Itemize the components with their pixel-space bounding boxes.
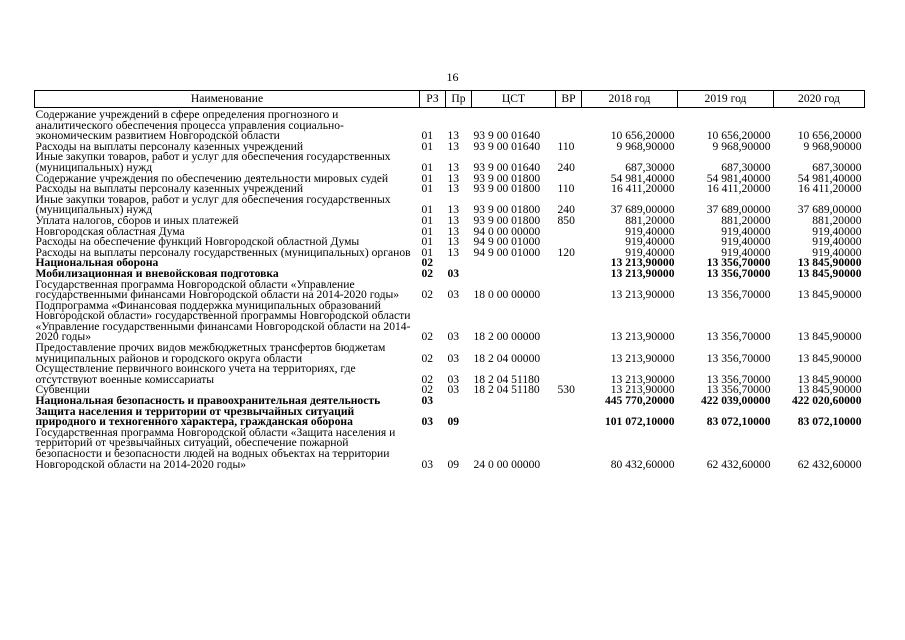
table-row xyxy=(35,428,865,470)
row-cst: 18 2 04 51180 xyxy=(473,372,540,386)
page-number: 16 xyxy=(446,70,459,84)
row-name: Национальная оборона xyxy=(35,258,159,269)
row-pr: 13 xyxy=(447,203,460,216)
row-cst: 93 9 00 01640 xyxy=(473,129,541,142)
table-row xyxy=(35,237,865,248)
row-name: Защита населения и территории от чрезвычайных ситуаций природного и техногенного характера, гражданская оборона xyxy=(35,406,355,428)
row-vr: 110 xyxy=(557,184,575,195)
row-pr: 13 xyxy=(447,226,460,238)
row-cst: 94 9 00 01000 xyxy=(473,237,541,248)
row-rz: 02 xyxy=(421,288,434,301)
table-row xyxy=(35,174,865,185)
row-vr xyxy=(556,343,582,364)
row-vr xyxy=(556,174,582,185)
row-value-2020: 13 845,90000 xyxy=(797,268,862,280)
row-vr xyxy=(556,280,582,301)
row-value-2019: 9 968,90000 xyxy=(712,141,771,153)
row-vr: 110 xyxy=(557,141,575,153)
row-value-2020: 881,20000 xyxy=(812,215,862,227)
row-value-2020: 83 072,10000 xyxy=(797,415,862,428)
row-value-2018: 80 432,60000 xyxy=(610,457,675,471)
table-header-row xyxy=(35,91,865,108)
row-name: Содержание учреждений в сфере определения прогнозного и аналитического обеспечения процесса управления социально-экономическим развитием Новгородской области xyxy=(35,108,344,142)
row-cst: 93 9 00 01800 xyxy=(473,184,541,195)
row-rz: 01 xyxy=(421,184,434,195)
row-value-2019: 13 356,70000 xyxy=(706,351,771,365)
row-rz: 01 xyxy=(421,160,434,174)
row-name: Иные закупки товаров, работ и услуг для обеспечения государственных (муниципальных) нужд xyxy=(35,152,391,174)
header-2019: 2019 год xyxy=(678,91,774,108)
row-vr: 850 xyxy=(557,215,575,227)
row-value-2019: 13 356,70000 xyxy=(706,268,771,280)
row-vr: 240 xyxy=(557,203,575,216)
table-row xyxy=(35,142,865,153)
table-row xyxy=(35,280,865,301)
row-value-2018: 13 213,90000 xyxy=(610,330,675,344)
row-name: Государственная программа Новгородской области «Защита населения и территорий от чрезвычайных ситуаций, обеспечение пожарной безопасности и безопасности людей на водных объектах на территории Новгородской области на 2014-2020 годы» xyxy=(35,427,396,471)
header-pr: Пр xyxy=(446,91,472,108)
row-value-2020: 13 845,90000 xyxy=(797,258,862,269)
row-value-2018: 13 213,90000 xyxy=(610,288,675,301)
row-value-2020: 13 845,90000 xyxy=(797,351,862,365)
row-rz: 01 xyxy=(421,203,434,216)
row-vr xyxy=(556,269,582,280)
row-name: Субвенции xyxy=(35,385,90,397)
row-value-2019: 16 411,20000 xyxy=(707,184,771,195)
row-name: Расходы на выплаты персоналу государственных (муниципальных) органов xyxy=(35,247,411,259)
row-rz: 01 xyxy=(421,226,434,238)
row-value-2019: 687,30000 xyxy=(721,160,771,174)
row-name: Иные закупки товаров, работ и услуг для обеспечения государственных (муниципальных) нужд xyxy=(35,194,391,216)
row-pr: 03 xyxy=(447,288,460,301)
row-name: Уплата налогов, сборов и иных платежей xyxy=(35,215,239,227)
row-name: Расходы на обеспечение функций Новгородской областной Думы xyxy=(35,237,360,248)
header-cst: ЦСТ xyxy=(472,91,556,108)
header-2018: 2018 год xyxy=(582,91,678,108)
row-value-2020: 919,40000 xyxy=(812,237,862,248)
table-row xyxy=(35,184,865,195)
row-value-2018: 13 213,90000 xyxy=(610,258,675,269)
table-row xyxy=(35,385,865,396)
row-value-2019: 919,40000 xyxy=(721,247,771,259)
row-cst xyxy=(472,269,556,280)
row-rz: 01 xyxy=(421,141,434,153)
row-rz: 01 xyxy=(421,173,434,185)
row-pr xyxy=(446,258,472,269)
row-value-2018: 37 689,00000 xyxy=(610,203,675,216)
row-value-2018: 10 656,20000 xyxy=(610,129,675,142)
row-pr: 13 xyxy=(447,237,460,248)
table-row xyxy=(35,152,865,173)
row-pr: 13 xyxy=(447,141,460,153)
row-value-2020: 13 845,90000 xyxy=(797,288,862,301)
row-rz: 02 xyxy=(421,330,434,344)
row-value-2020: 422 020,60000 xyxy=(791,396,862,407)
row-rz: 01 xyxy=(421,215,434,227)
row-value-2020: 62 432,60000 xyxy=(797,457,862,471)
row-value-2018: 13 213,90000 xyxy=(610,385,675,397)
table-row xyxy=(35,248,865,259)
row-value-2019: 881,20000 xyxy=(721,215,771,227)
row-value-2018: 919,40000 xyxy=(625,226,675,238)
row-value-2020: 37 689,00000 xyxy=(797,203,862,216)
row-rz: 02 xyxy=(421,258,434,269)
header-2020: 2020 год xyxy=(774,91,865,108)
row-value-2018: 445 770,20000 xyxy=(604,396,675,407)
row-value-2020: 9 968,90000 xyxy=(803,141,862,153)
row-value-2020: 13 845,90000 xyxy=(797,372,862,386)
row-value-2018: 687,30000 xyxy=(625,160,675,174)
row-pr: 13 xyxy=(447,184,460,195)
row-rz: 02 xyxy=(421,268,434,280)
row-value-2020: 16 411,20000 xyxy=(798,184,862,195)
row-value-2019: 54 981,40000 xyxy=(706,173,771,185)
row-value-2019: 919,40000 xyxy=(721,226,771,238)
row-vr xyxy=(556,227,582,238)
row-cst: 94 0 00 00000 xyxy=(473,226,541,238)
table-row xyxy=(35,343,865,364)
table-row xyxy=(35,227,865,238)
row-name: Новгородская областная Дума xyxy=(35,226,185,238)
header-rz: РЗ xyxy=(420,91,446,108)
table-row xyxy=(35,258,865,269)
row-value-2020: 919,40000 xyxy=(812,226,862,238)
row-value-2019: 13 356,70000 xyxy=(706,288,771,301)
row-rz: 03 xyxy=(421,457,434,471)
row-pr: 13 xyxy=(447,160,460,174)
row-vr xyxy=(556,258,582,269)
table-row xyxy=(35,216,865,227)
row-rz: 03 xyxy=(421,396,434,407)
row-pr: 03 xyxy=(447,268,460,280)
row-value-2019: 37 689,00000 xyxy=(706,203,771,216)
row-value-2018: 9 968,90000 xyxy=(616,141,675,153)
row-cst: 24 0 00 00000 xyxy=(473,457,541,471)
row-value-2018: 13 213,90000 xyxy=(610,268,675,280)
row-value-2018: 13 213,90000 xyxy=(610,372,675,386)
row-value-2018: 16 411,20000 xyxy=(611,184,675,195)
row-value-2020: 13 845,90000 xyxy=(797,385,862,397)
row-pr: 03 xyxy=(447,351,460,365)
row-cst: 93 9 00 01800 xyxy=(473,173,541,185)
row-value-2019: 13 356,70000 xyxy=(706,330,771,344)
row-cst: 93 9 00 01800 xyxy=(473,203,541,216)
row-name: Мобилизационная и вневойсковая подготовка xyxy=(35,268,279,280)
row-name: Осуществление первичного воинского учета на территориях, где отсутствуют военные комиссариаты xyxy=(35,364,356,386)
row-pr: 13 xyxy=(447,215,460,227)
row-rz: 03 xyxy=(421,415,434,428)
budget-table xyxy=(34,90,865,470)
row-cst: 18 2 04 00000 xyxy=(473,351,541,365)
row-rz: 01 xyxy=(421,247,434,259)
row-value-2019: 13 356,70000 xyxy=(706,385,771,397)
row-vr xyxy=(556,108,582,142)
row-cst: 18 0 00 00000 xyxy=(473,288,541,301)
row-vr xyxy=(556,301,582,343)
row-value-2020: 10 656,20000 xyxy=(797,129,862,142)
row-value-2018: 881,20000 xyxy=(625,215,675,227)
row-vr xyxy=(556,396,582,407)
row-name: Подпрограмма «Финансовая поддержка муниципальных образований Новгородской области» государственной программы Новгородской области «Управление государственными финансами Новгородской области на 2014-2020 годы» xyxy=(35,300,411,344)
row-value-2018: 919,40000 xyxy=(625,247,675,259)
header-name: Наименование xyxy=(35,91,420,108)
row-vr xyxy=(556,407,582,428)
table-row xyxy=(35,108,865,142)
row-pr: 03 xyxy=(447,330,460,344)
row-value-2018: 13 213,90000 xyxy=(610,351,675,365)
row-pr: 09 xyxy=(447,457,460,471)
row-cst: 93 9 00 01640 xyxy=(473,141,541,153)
row-value-2018: 54 981,40000 xyxy=(610,173,675,185)
row-value-2019: 422 039,00000 xyxy=(700,396,771,407)
row-cst: 93 9 00 01640 xyxy=(473,160,541,174)
table-row xyxy=(35,195,865,216)
row-value-2020: 13 845,90000 xyxy=(797,330,862,344)
row-value-2019: 919,40000 xyxy=(721,237,771,248)
row-name: Национальная безопасность и правоохранительная деятельность xyxy=(35,396,381,407)
row-pr: 13 xyxy=(447,173,460,185)
row-name: Предоставление прочих видов межбюджетных трансфертов бюджетам муниципальных районов и городского округа области xyxy=(35,343,386,365)
row-vr: 530 xyxy=(557,385,575,397)
table-row xyxy=(35,269,865,280)
table-row xyxy=(35,301,865,343)
row-value-2019: 13 356,70000 xyxy=(706,258,771,269)
row-cst: 94 9 00 01000 xyxy=(473,247,541,259)
row-rz: 02 xyxy=(421,372,434,386)
row-name: Содержание учреждения по обеспечению деятельности мировых судей xyxy=(35,173,389,185)
row-name: Расходы на выплаты персоналу казенных учреждений xyxy=(35,184,304,195)
row-name: Расходы на выплаты персоналу казенных учреждений xyxy=(35,141,304,153)
row-value-2018: 101 072,10000 xyxy=(604,415,675,428)
row-cst: 93 9 00 01800 xyxy=(473,215,541,227)
table-body xyxy=(35,108,865,471)
row-value-2020: 687,30000 xyxy=(812,160,862,174)
row-vr xyxy=(556,364,582,385)
row-cst xyxy=(472,396,556,407)
row-value-2020: 919,40000 xyxy=(812,247,862,259)
table-row xyxy=(35,396,865,407)
row-vr: 120 xyxy=(557,247,575,259)
row-cst: 18 2 04 51180 xyxy=(473,385,540,397)
row-value-2019: 13 356,70000 xyxy=(706,372,771,386)
row-value-2018: 919,40000 xyxy=(625,237,675,248)
row-pr: 03 xyxy=(447,385,460,397)
row-pr xyxy=(446,396,472,407)
table-row xyxy=(35,364,865,385)
row-rz: 02 xyxy=(421,385,434,397)
row-vr xyxy=(556,237,582,248)
header-vr: ВР xyxy=(556,91,582,108)
row-value-2019: 10 656,20000 xyxy=(706,129,771,142)
row-cst xyxy=(472,407,556,428)
row-rz: 02 xyxy=(421,351,434,365)
row-pr: 03 xyxy=(447,372,460,386)
row-value-2019: 62 432,60000 xyxy=(706,457,771,471)
row-vr xyxy=(556,428,582,470)
row-pr: 13 xyxy=(447,247,460,259)
table-row xyxy=(35,407,865,428)
row-name: Государственная программа Новгородской области «Управление государственными финансами Новгородской области на 2014-2020 годы» xyxy=(35,279,400,301)
row-pr: 09 xyxy=(447,415,460,428)
row-vr: 240 xyxy=(557,160,575,174)
row-cst: 18 2 00 00000 xyxy=(473,330,541,344)
row-value-2019: 83 072,10000 xyxy=(706,415,771,428)
row-cst xyxy=(472,258,556,269)
row-rz: 01 xyxy=(421,129,434,142)
row-value-2020: 54 981,40000 xyxy=(797,173,862,185)
row-rz: 01 xyxy=(421,237,434,248)
row-pr: 13 xyxy=(447,129,460,142)
